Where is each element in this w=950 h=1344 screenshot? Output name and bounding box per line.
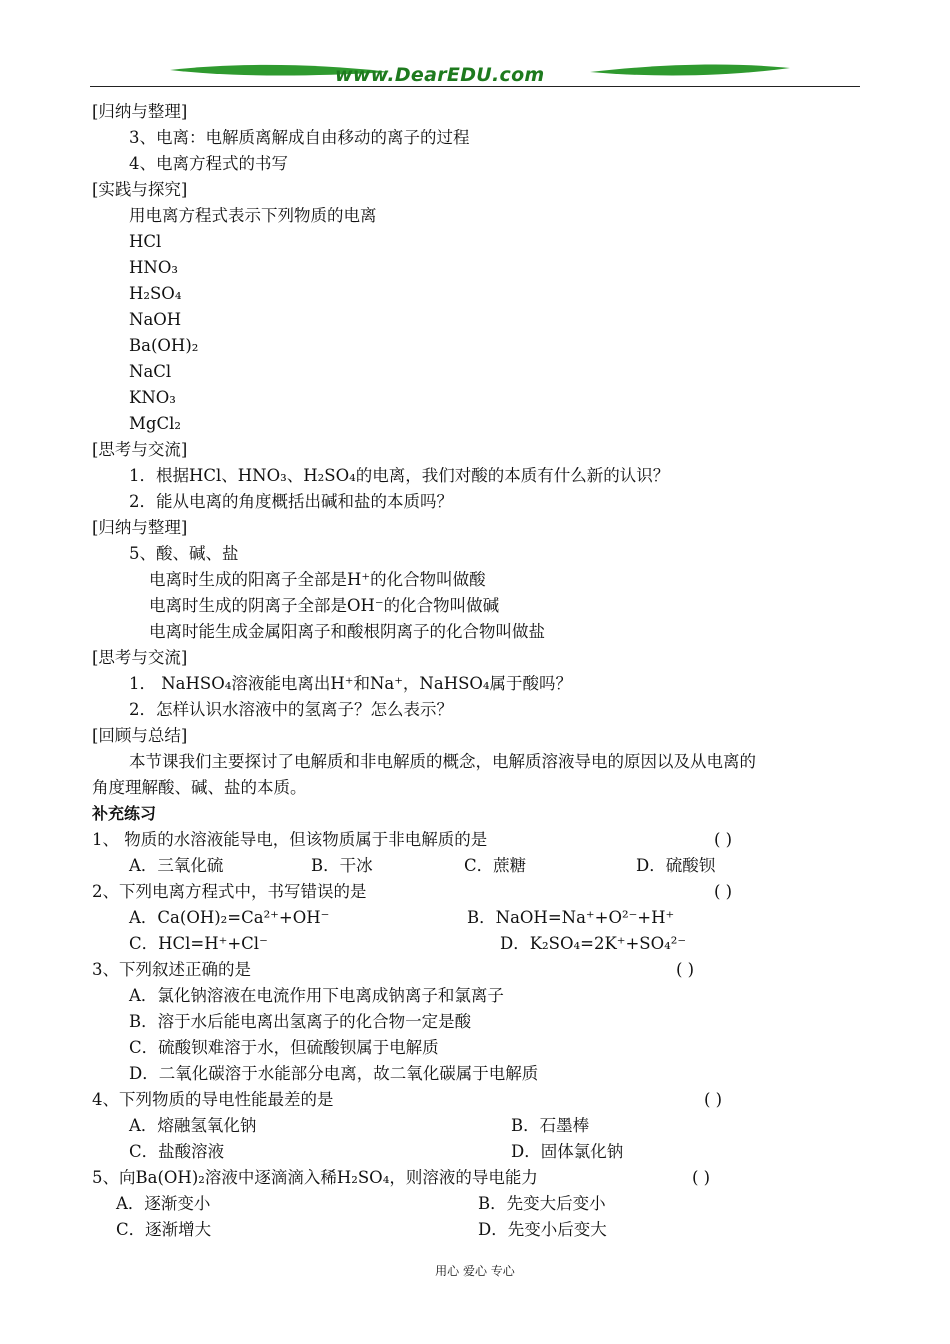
section-heading: [归纳与整理] [92,518,188,537]
formula-line: Ba(OH)₂ [129,336,199,355]
option: A．Ca(OH)₂=Ca²⁺+OH⁻ [129,908,330,927]
option: B．NaOH=Na⁺+O²⁻+H⁺ [467,908,675,927]
text-line: 1．根据HCl、HNO₃、H₂SO₄的电离，我们对酸的本质有什么新的认识？ [129,466,670,485]
text-line: 5、酸、碱、盐 [129,544,239,563]
answer-paren: ( ) [704,1090,723,1109]
question-stem: 5、向Ba(OH)₂溶液中逐滴滴入稀H₂SO₄，则溶液的导电能力 [92,1168,538,1187]
option: C．逐渐增大 [116,1220,212,1239]
answer-paren: ( ) [676,960,695,979]
formula-line: KNO₃ [129,388,176,407]
option: C．盐酸溶液 [129,1142,225,1161]
option: A．熔融氢氧化钠 [129,1116,257,1135]
section-heading: [回顾与总结] [92,726,188,745]
header-divider [90,86,860,87]
page-footer: 用心 爱心 专心 [435,1264,515,1278]
section-heading: [归纳与整理] [92,102,188,121]
option: D．固体氯化钠 [511,1142,624,1161]
option: B．干冰 [311,856,373,875]
option: B．溶于水后能电离出氢离子的化合物一定是酸 [129,1012,472,1031]
option: B．先变大后变小 [478,1194,606,1213]
answer-paren: ( ) [714,830,733,849]
text-line: 2．能从电离的角度概括出碱和盐的本质吗？ [129,492,453,511]
option: D．硫酸钡 [636,856,716,875]
formula-line: HNO₃ [129,258,178,277]
text-line: 1． NaHSO₄溶液能电离出H⁺和Na⁺，NaHSO₄属于酸吗？ [129,674,573,693]
text-line: 电离时生成的阴离子全部是OH⁻的化合物叫做碱 [149,596,500,615]
question-stem: 1、 物质的水溶液能导电，但该物质属于非电解质的是 [92,830,488,849]
text-line: 2．怎样认识水溶液中的氢离子？怎么表示？ [129,700,453,719]
option: A．逐渐变小 [116,1194,211,1213]
text-line: 本节课我们主要探讨了电解质和非电解质的概念，电解质溶液导电的原因以及从电离的 [129,752,756,771]
option: C．HCl=H⁺+Cl⁻ [129,934,268,953]
answer-paren: ( ) [714,882,733,901]
formula-line: MgCl₂ [129,414,181,433]
formula-line: NaCl [129,362,172,381]
option: D．先变小后变大 [478,1220,607,1239]
header-site-name: www.DearEDU.com [335,64,545,86]
formula-line: H₂SO₄ [129,284,182,303]
section-heading: [实践与探究] [92,180,188,199]
option: A．三氧化硫 [129,856,224,875]
text-line: 电离时生成的阳离子全部是H⁺的化合物叫做酸 [149,570,486,589]
option: D．K₂SO₄=2K⁺+SO₄²⁻ [500,934,687,953]
text-line: 用电离方程式表示下列物质的电离 [129,206,377,225]
option: C．硫酸钡难溶于水，但硫酸钡属于电解质 [129,1038,439,1057]
section-heading: [思考与交流] [92,648,188,667]
option: C．蔗糖 [464,856,527,875]
exercise-heading: 补充练习 [92,804,157,823]
text-line: 4、电离方程式的书写 [129,154,288,173]
formula-line: HCl [129,232,162,251]
text-line: 角度理解酸、碱、盐的本质。 [92,778,307,797]
option: B．石墨棒 [511,1116,590,1135]
answer-paren: ( ) [692,1168,711,1187]
formula-line: NaOH [129,310,182,329]
question-stem: 2、下列电离方程式中，书写错误的是 [92,882,367,901]
question-stem: 3、下列叙述正确的是 [92,960,251,979]
text-line: 3、电离：电解质离解成自由移动的离子的过程 [129,128,470,147]
text-line: 电离时能生成金属阳离子和酸根阴离子的化合物叫做盐 [149,622,545,641]
option: A．氯化钠溶液在电流作用下电离成钠离子和氯离子 [129,986,504,1005]
question-stem: 4、下列物质的导电性能最差的是 [92,1090,334,1109]
option: D．二氧化碳溶于水能部分电离，故二氧化碳属于电解质 [129,1064,539,1083]
section-heading: [思考与交流] [92,440,188,459]
